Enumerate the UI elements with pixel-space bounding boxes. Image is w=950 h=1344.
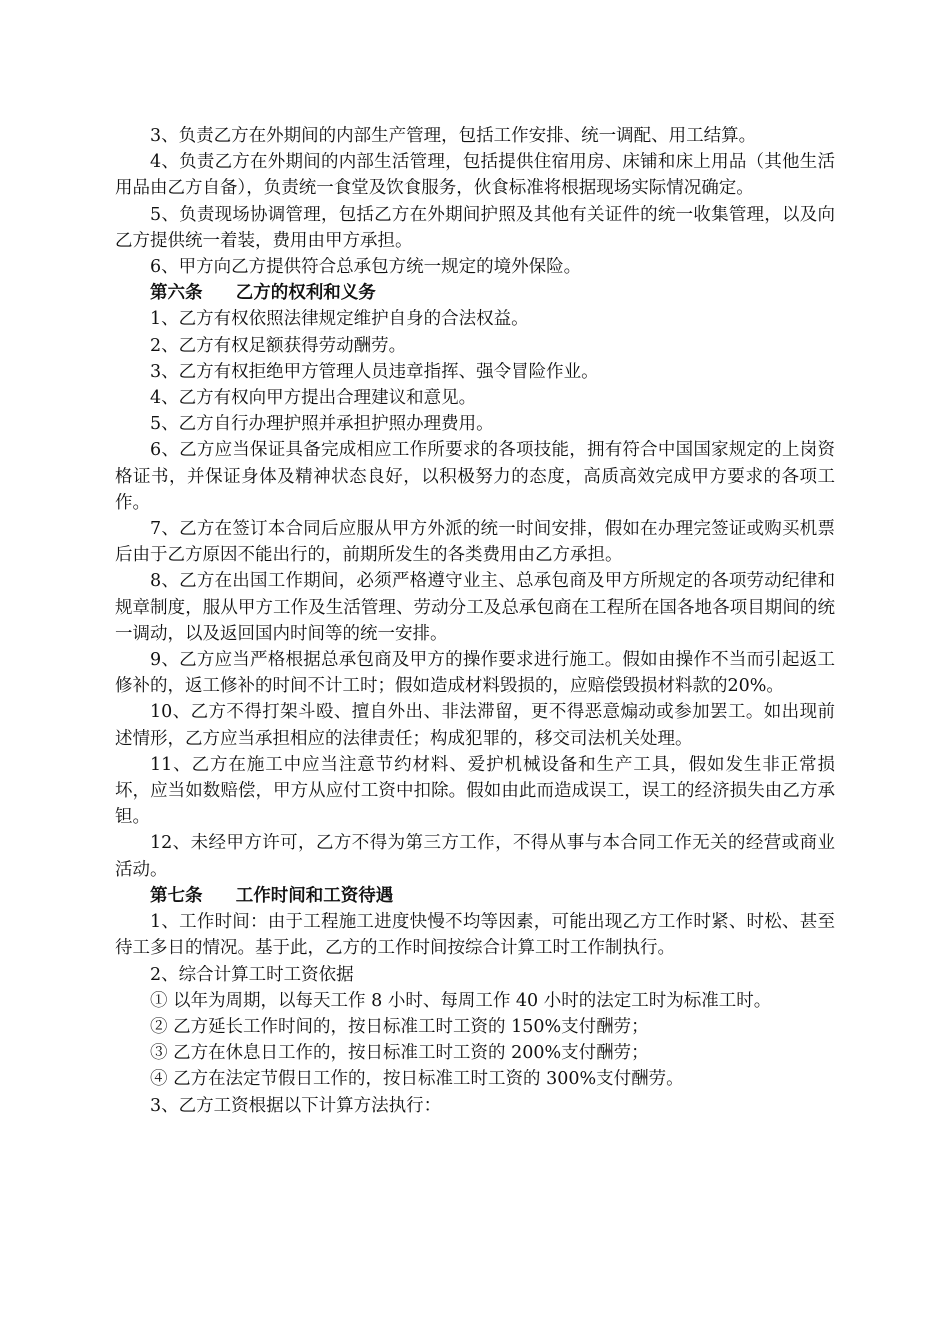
paragraph: 12、未经甲方许可，乙方不得为第三方工作，不得从事与本合同工作无关的经营或商业活动。 bbox=[115, 833, 835, 880]
paragraph: 6、甲方向乙方提供符合总承包方统一规定的境外保险。 bbox=[150, 257, 582, 278]
article-number: 第七条 bbox=[150, 885, 203, 906]
paragraph: 2、综合计算工时工资依据 bbox=[150, 964, 354, 985]
paragraph: 4、负责乙方在外期间的内部生活管理，包括提供住宿用房、床铺和床上用品（其他生活用品由乙方自备），负责统一食堂及饮食服务，伙食标准将根据现场实际情况确定。 bbox=[115, 152, 835, 199]
paragraph: 3、乙方有权拒绝甲方管理人员违章指挥、强令冒险作业。 bbox=[150, 361, 599, 382]
list-item: ④ 乙方在法定节假日工作的，按日标准工时工资的 300%支付酬劳。 bbox=[150, 1069, 684, 1090]
article-title: 乙方的权利和义务 bbox=[235, 283, 376, 304]
paragraph: 1、工作时间：由于工程施工进度快慢不均等因素，可能出现乙方工作时紧、时松、甚至待工多日的情况。基于此，乙方的工作时间按综合计算工时工作制执行。 bbox=[115, 912, 835, 959]
paragraph: 10、乙方不得打架斗殴、擅自外出、非法滞留，更不得恶意煽动或参加罢工。如出现前述情形，乙方应当承担相应的法律责任；构成犯罪的，移交司法机关处理。 bbox=[115, 702, 835, 749]
paragraph: 3、负责乙方在外期间的内部生产管理，包括工作安排、统一调配、用工结算。 bbox=[150, 126, 757, 146]
paragraph: 5、乙方自行办理护照并承担护照办理费用。 bbox=[150, 414, 494, 435]
list-item: ② 乙方延长工作时间的，按日标准工时工资的 150%支付酬劳； bbox=[150, 1016, 649, 1037]
article-7-heading bbox=[115, 883, 835, 909]
paragraph: 9、乙方应当严格根据总承包商及甲方的操作要求进行施工。假如由操作不当而引起返工修补的，返工修补的时间不计工时；假如造成材料毁损的，应赔偿毁损材料款的20%。 bbox=[115, 650, 835, 697]
article-title: 工作时间和工资待遇 bbox=[235, 885, 394, 906]
paragraph: 5、负责现场协调管理，包括乙方在外期间护照及其他有关证件的统一收集管理，以及向乙方提供统一着装，费用由甲方承担。 bbox=[115, 204, 835, 251]
paragraph: 2、乙方有权足额获得劳动酬劳。 bbox=[150, 335, 407, 356]
article-number: 第六条 bbox=[150, 283, 203, 304]
list-item: ① 以年为周期，以每天工作 8 小时、每周工作 40 小时的法定工时为标准工时。 bbox=[150, 990, 772, 1011]
article-6-heading bbox=[115, 280, 835, 306]
paragraph: 11、乙方在施工中应当注意节约材料、爱护机械设备和生产工具，假如发生非正常损坏，应当如数赔偿，甲方从应付工资中扣除。假如由此而造成误工，误工的经济损失由乙方承钽。 bbox=[115, 754, 835, 828]
paragraph: 8、乙方在出国工作期间，必须严格遵守业主、总承包商及甲方所规定的各项劳动纪律和规章制度，服从甲方工作及生活管理、劳动分工及总承包商在工程所在国各地各项目期间的统一调动，以及返回国内时间等的统一安排。 bbox=[115, 571, 835, 644]
paragraph: 6、乙方应当保证具备完成相应工作所要求的各项技能，拥有符合中国国家规定的上岗资格证书，并保证身体及精神状态良好，以积极努力的态度，高质高效完成甲方要求的各项工作。 bbox=[115, 440, 835, 513]
paragraph: 1、乙方有权依照法律规定维护自身的合法权益。 bbox=[150, 309, 529, 330]
paragraph: 7、乙方在签订本合同后应服从甲方外派的统一时间安排，假如在办理完签证或购买机票后由于乙方原因不能出行的，前期所发生的各类费用由乙方承担。 bbox=[115, 519, 835, 566]
list-item: ③ 乙方在休息日工作的，按日标准工时工资的 200%支付酬劳； bbox=[150, 1043, 649, 1064]
paragraph: 4、乙方有权向甲方提出合理建议和意见。 bbox=[150, 388, 477, 409]
paragraph: 3、乙方工资根据以下计算方法执行： bbox=[150, 1095, 442, 1116]
contract-body bbox=[115, 123, 835, 1119]
